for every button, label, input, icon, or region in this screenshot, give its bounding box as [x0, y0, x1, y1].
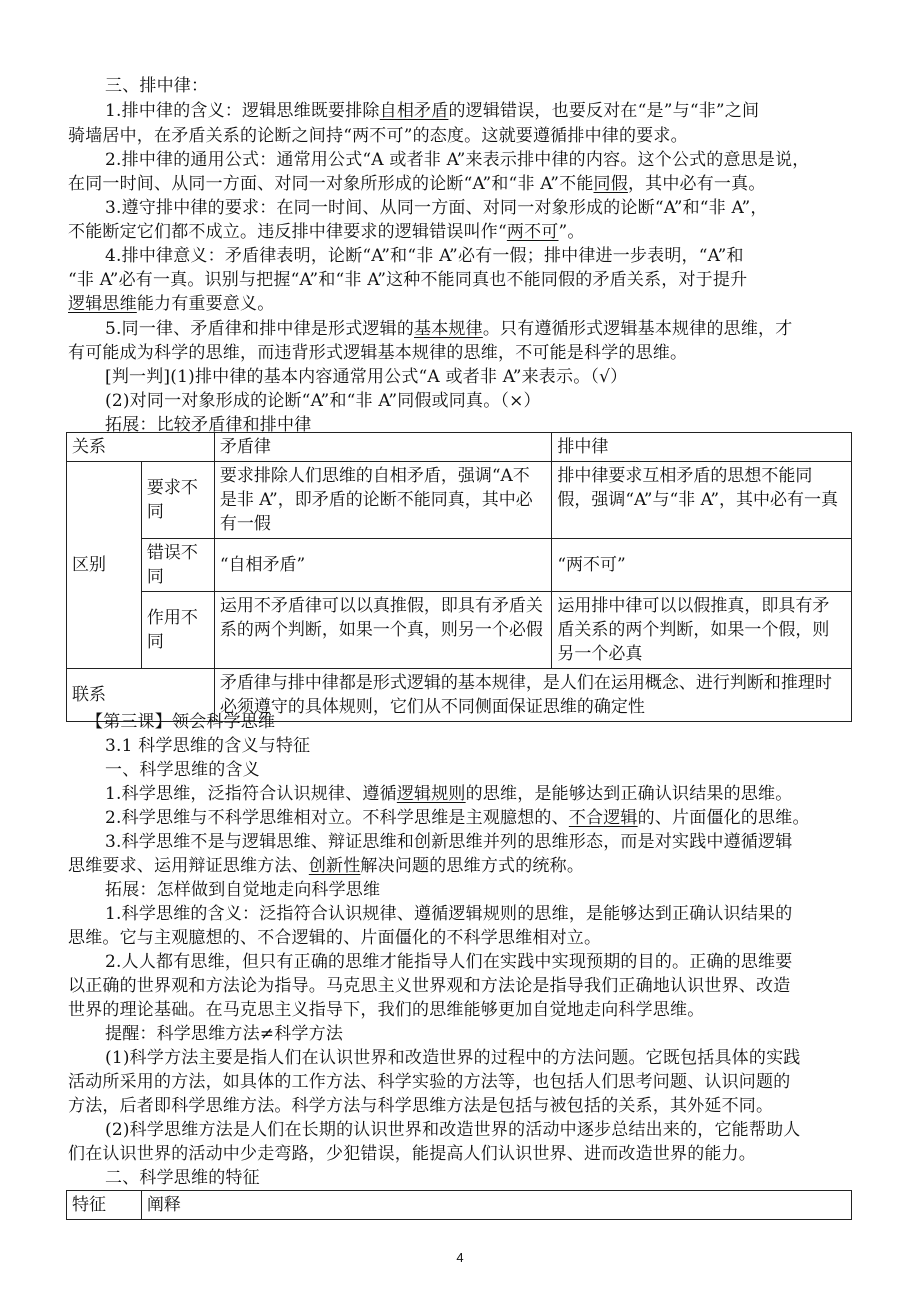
table-row [67, 592, 852, 669]
section-heading: 三、排中律： [105, 76, 209, 96]
paragraph-line: 骑墙居中，在矛盾关系的论断之间持“两不可”的态度。这就要遵循排中律的要求。 [68, 126, 688, 146]
difference-label: 区别 [67, 462, 142, 669]
paragraph-line: “非 A”必有一真。识别与把握“A”和“非 A”这种不能同真也不能同假的矛盾关系，对于提升 [68, 270, 748, 290]
row-label: 要求不同 [141, 462, 214, 539]
paragraph-line: 在同一时间、从同一方面、对同一对象所形成的论断“A”和“非 A”不能同假，其中必有一真。 [68, 174, 766, 194]
judge-item: (2)对同一对象形成的论断“A”和“非 A”同假或同真。（×） [105, 391, 541, 411]
lesson-subtitle: 3.1 科学思维的含义与特征 [105, 736, 311, 756]
paragraph-line: 以正确的世界观和方法论为指导。马克思主义世界观和方法论是指导我们正确地认识世界、改造 [68, 976, 791, 996]
table-cell: 运用不矛盾律可以以真推假，即具有矛盾关系的两个判断，如果一个真，则另一个必假 [214, 592, 552, 669]
paragraph-line: 4.排中律意义：矛盾律表明，论断“A”和“非 A”必有一假；排中律进一步表明，“A”和 [105, 246, 744, 266]
table-cell: 运用排中律可以以假推真，即具有矛盾关系的两个判断，如果一个假，则另一个必真 [552, 592, 852, 669]
paragraph-line: 思维。它与主观臆想的、不合逻辑的、片面僵化的不科学思维相对立。 [68, 928, 602, 948]
paragraph-line: 1.科学思维，泛指符合认识规律、遵循逻辑规则的思维，是能够达到正确认识结果的思维。 [105, 784, 793, 804]
link-label: 联系 [67, 669, 215, 722]
paragraph-line: 逻辑思维能力有重要意义。 [68, 294, 275, 314]
paragraph-line: 活动所采用的方法，如具体的工作方法、科学实验的方法等，也包括人们思考问题、认识问题的 [68, 1072, 791, 1092]
table-cell: 排中律要求互相矛盾的思想不能同假，强调“A”与“非 A”，其中必有一真 [552, 462, 852, 539]
paragraph-line: (1)科学方法主要是指人们在认识世界和改造世界的过程中的方法问题。它既包括具体的实践 [105, 1048, 801, 1068]
table-row [67, 539, 852, 592]
table-cell: 矛盾律与排中律都是形式逻辑的基本规律，是人们在运用概念、进行判断和推理时必须遵守的具体规则，它们从不同侧面保证思维的确定性 [214, 669, 851, 722]
page-number: 4 [456, 1250, 464, 1265]
paragraph-line: 3.遵守排中律的要求：在同一时间、从同一方面、对同一对象形成的论断“A”和“非 A”， [105, 198, 768, 218]
paragraph-line: 1.科学思维的含义：泛指符合认识规律、遵循逻辑规则的思维，是能够达到正确认识结果的 [105, 904, 793, 924]
paragraph-line: 3.科学思维不是与逻辑思维、辩证思维和创新思维并列的思维形态，而是对实践中遵循逻辑 [105, 832, 793, 852]
extension-heading: 拓展：怎样做到自觉地走向科学思维 [105, 880, 381, 900]
table-cell: 要求排除人们思维的自相矛盾，强调“A不是非 A”，即矛盾的论断不能同真，其中必有一假 [214, 462, 552, 539]
paragraph-line: 2.排中律的通用公式：通常用公式“A 或者非 A”来表示排中律的内容。这个公式的意思是说， [105, 150, 810, 170]
table-header-row [67, 433, 852, 462]
extension-heading: 拓展：比较矛盾律和排中律 [105, 415, 312, 435]
table-cell: “自相矛盾” [214, 539, 552, 592]
header-explanation: 阐释 [141, 1191, 851, 1220]
paragraph-line: 2.科学思维与不科学思维相对立。不科学思维是主观臆想的、不合逻辑的、片面僵化的思维。 [105, 808, 810, 828]
paragraph-line: 世界的理论基础。在马克思主义指导下，我们的思维能够更加自觉地走向科学思维。 [68, 1000, 705, 1020]
header-contradiction-law: 矛盾律 [214, 433, 552, 462]
header-relation: 关系 [67, 433, 215, 462]
table-header-row [67, 1191, 852, 1220]
paragraph-line: 思维要求、运用辩证思维方法、创新性解决问题的思维方式的统称。 [68, 856, 585, 876]
section-heading: 二、科学思维的特征 [105, 1168, 260, 1188]
paragraph-line: 不能断定它们都不成立。违反排中律要求的逻辑错误叫作“两不可”。 [68, 222, 585, 242]
row-label: 错误不同 [141, 539, 214, 592]
section-heading: 一、科学思维的含义 [105, 760, 260, 780]
table-row [67, 462, 852, 539]
table-cell: “两不可” [552, 539, 852, 592]
header-feature: 特征 [67, 1191, 142, 1220]
reminder-heading: 提醒：科学思维方法≠科学方法 [105, 1024, 344, 1044]
paragraph-line: (2)科学思维方法是人们在长期的认识世界和改造世界的活动中逐步总结出来的，它能帮助人 [105, 1120, 801, 1140]
paragraph-line: 5.同一律、矛盾律和排中律是形式逻辑的基本规律。只有遵循形式逻辑基本规律的思维，才 [105, 319, 793, 339]
paragraph-line: 1.排中律的含义：逻辑思维既要排除自相矛盾的逻辑错误，也要反对在“是”与“非”之间 [105, 101, 760, 121]
row-label: 作用不同 [141, 592, 214, 669]
judge-item: [判一判](1)排中律的基本内容通常用公式“A 或者非 A”来表示。（√） [105, 367, 628, 387]
feature-table [66, 1190, 852, 1220]
paragraph-line: 有可能成为科学的思维，而违背形式逻辑基本规律的思维，不可能是科学的思维。 [68, 343, 688, 363]
lesson-title: 【第三课】领会科学思维 [86, 712, 276, 732]
comparison-table [66, 432, 852, 722]
header-excluded-middle-law: 排中律 [552, 433, 852, 462]
paragraph-line: 方法，后者即科学思维方法。科学方法与科学思维方法是包括与被包括的关系，其外延不同。 [68, 1096, 774, 1116]
paragraph-line: 2.人人都有思维，但只有正确的思维才能指导人们在实践中实现预期的目的。正确的思维要 [105, 952, 793, 972]
paragraph-line: 们在认识世界的活动中少走弯路，少犯错误，能提高人们认识世界、进而改造世界的能力。 [68, 1144, 756, 1164]
